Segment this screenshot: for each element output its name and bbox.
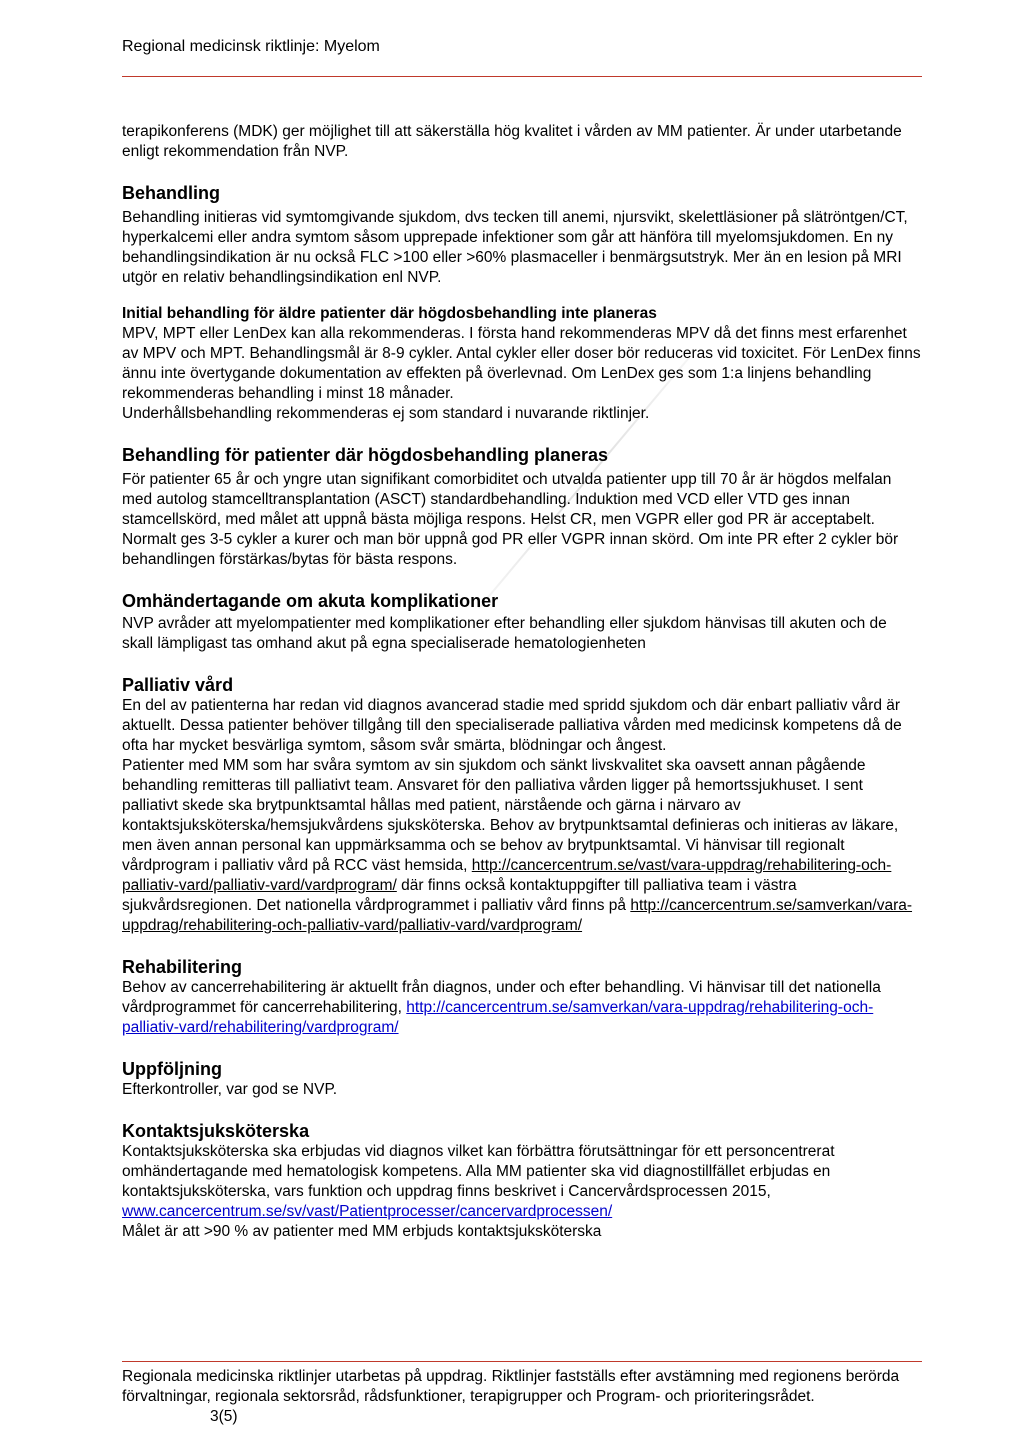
header-divider [122,76,922,77]
akuta-paragraph: NVP avråder att myelompatienter med komplikationer efter behandling eller sjukdom hänvisas till akuten och de skall lämpligast tas omhand akut på egna specialiserade hematologienheten [122,615,887,652]
palliativ-regional-link[interactable]: http://cancercentrum.se/vast/vara-uppdrag/rehabilitering-och-palliativ-vard/palliativ-vard/vardprogram/ [122,857,892,894]
heading-hogdos: Behandling för patienter där högdosbehandling planeras [122,445,609,465]
kontakt-goal: Målet är att >90 % av patienter med MM erbjuds kontaktsjuksköterska [122,1223,602,1240]
palliativ-paragraph-1: En del av patienterna har redan vid diagnos avancerad stadie med spridd sjukdom och där enbart palliativ vård är aktuellt. Dessa patienter behöver tillgång till den specialiserade palliativa vården med medicinsk kompetens då de ofta har mycket besvärliga symtom, såsom svår smärta, blödningar och ångest. [122,697,902,754]
kontakt-text: Kontaktsjuksköterska ska erbjudas vid diagnos vilket kan förbättra förutsättningar för ett personcentrerat omhändertagande med hematologisk kompetens. Alla MM patienter ska vid diagnostillfället erbjudas en kontaktsjuksköterska, vars funktion och uppdrag finns beskrivet i Cancervårdsprocessen 2015, [122,1143,835,1200]
hogdos-paragraph: För patienter 65 år och yngre utan signifikant comorbiditet och utvalda patienter upp till 70 år är högdos melfalan med autolog stamcelltransplantation (ASCT) standardbehandling. Induktion med VCD eller VTD ges innan stamcellskörd, med målet att uppnå bästa möjliga respons. Helst CR, men VGPR eller god PR är acceptabelt. Normalt ges 3-5 cykler a kurer och man bör uppnå god PR eller VGPR innan skörd. Om inte PR efter 2 cykler bör behandlingen förstärkas/bytas för bästa respons. [122,471,899,568]
heading-palliativ: Palliativ vård [122,675,234,695]
palliativ-text-2: Patienter med MM som har svåra symtom av sin sjukdom och sänkt livskvalitet ska oavsett annan pågående behandling remitteras till palliativt team. Ansvaret för den palliativa vården ligger på hemortssjukhuset. I sent palliativt skede ska brytpunktsamtal hållas med patient, närstående och gärna i närvaro av kontaktsjuksköterska/hemsjukvårdens sjuksköterska. Behov av brytpunktsamtal definieras och initieras av läkare, men även annan personal kan uppmärksamma och se behov av brytpunktsamtal. Vi hänvisar till regionalt vårdprogram i palliativ vård på RCC väst hemsida, [122,757,899,874]
palliativ-national-link[interactable]: http://cancercentrum.se/samverkan/vara-uppdrag/rehabilitering-och-palliativ-vard/palliativ-vard/vardprogram/ [122,897,913,934]
rehab-link[interactable]: http://cancercentrum.se/samverkan/vara-uppdrag/rehabilitering-och-palliativ-vard/rehabilitering/vardprogram/ [122,999,874,1036]
uppfoljning-paragraph: Efterkontroller, var god se NVP. [122,1081,338,1098]
kontakt-paragraph [122,1142,922,1222]
heading-kontakt: Kontaktsjuksköterska [122,1121,310,1141]
palliativ-paragraph-2 [122,756,922,936]
underhall-paragraph: Underhållsbehandling rekommenderas ej som standard i nuvarande riktlinjer. [122,405,650,422]
initial-paragraph: MPV, MPT eller LenDex kan alla rekommenderas. I första hand rekommenderas MPV då det finns mest erfarenhet av MPV och MPT. Behandlingsmål är 8-9 cykler. Antal cykler eller doser bör reduceras vid toxicitet. För LenDex finns ännu inte övertygande dokumentation av effekten på överlevnad. Om LenDex ges som 1:a linjens behandling rekommenderas behandling i minst 18 månader. [122,325,921,402]
rehab-text: Behov av cancerrehabilitering är aktuellt från diagnos, under och efter behandling. Vi hänvisar till det nationella vårdprogrammet för cancerrehabilitering, [122,979,881,1016]
heading-rehab: Rehabilitering [122,957,243,977]
subheading-initial: Initial behandling för äldre patienter där högdosbehandling inte planeras [122,305,657,322]
page-header: Regional medicinsk riktlinje: Myelom [122,38,380,55]
heading-behandling: Behandling [122,183,220,203]
intro-paragraph: terapikonferens (MDK) ger möjlighet till att säkerställa hög kvalitet i vården av MM patienter. Är under utarbetande enligt rekommendation från NVP. [122,123,902,160]
kontakt-link[interactable]: www.cancercentrum.se/sv/vast/Patientprocesser/cancervardprocessen/ [122,1203,613,1220]
rehab-paragraph [122,978,922,1038]
document-body [122,122,922,1242]
footer-divider [122,1361,922,1362]
behandling-paragraph: Behandling initieras vid symtomgivande sjukdom, dvs tecken till anemi, njursvikt, skelettläsioner på slätröntgen/CT, hyperkalcemi eller andra symtom såsom upprepade infektioner som går att hänföra till myelomsjukdomen. En ny behandlingsindikation är nu också FLC >100 eller >60% plasmaceller i benmärgsutstryk. Mer än en lesion på MRI utgör en relativ behandlingsindikation enl NVP. [122,209,908,286]
palliativ-text-3: där finns också kontaktuppgifter till palliativa team i västra sjukvårdsregionen. Det nationella vårdprogrammet i palliativ vård finns på [122,877,797,914]
footer-text: Regionala medicinska riktlinjer utarbetas på uppdrag. Riktlinjer fastställs efter avstämning med regionens berörda förvaltningar, regionala sektorsråd, rådsfunktioner, terapigrupper och Program- och prioriteringsrådet. [122,1368,900,1405]
page-number: 3(5) [210,1408,238,1425]
page-footer [122,1367,922,1427]
heading-uppfoljning: Uppföljning [122,1059,222,1079]
heading-akuta: Omhändertagande om akuta komplikationer [122,591,499,611]
